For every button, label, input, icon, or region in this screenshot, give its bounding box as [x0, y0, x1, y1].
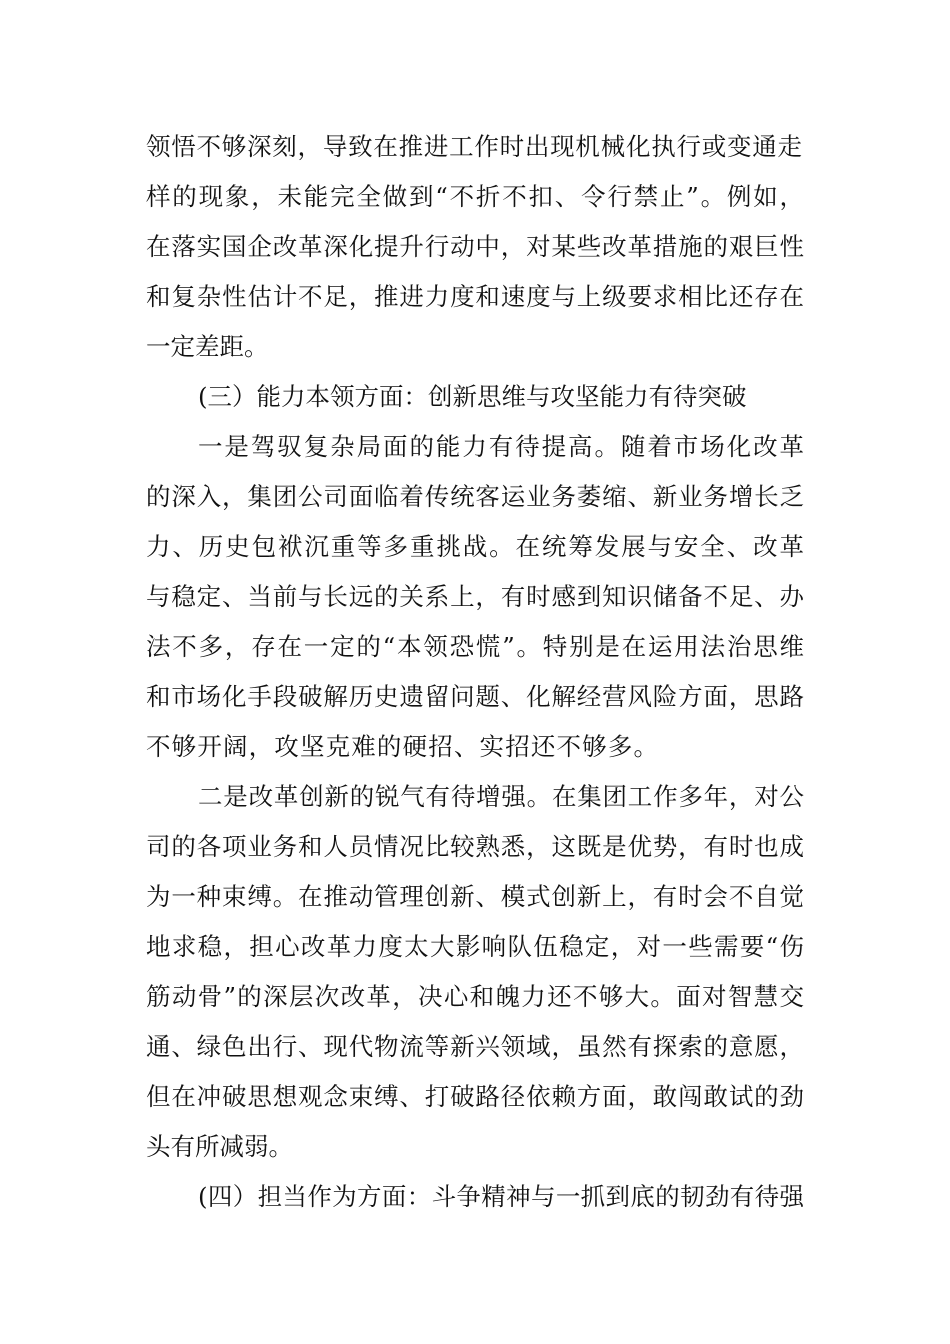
- line-text: 地求稳，担心改革力度太大影响队伍稳定，对一些需要“伤: [146, 932, 804, 961]
- paragraph-line: [0, 422, 950, 472]
- line-text: 通、绿色出行、现代物流等新兴领域，虽然有探索的意愿，: [146, 1032, 804, 1061]
- line-text: 为一种束缚。在推动管理创新、模式创新上，有时会不自觉: [146, 882, 804, 911]
- line-text: 力、历史包袱沉重等多重挑战。在统筹发展与安全、改革: [146, 532, 804, 561]
- line-text: 和市场化手段破解历史遗留问题、化解经营风险方面，思路: [146, 682, 804, 711]
- line-text: 二是改革创新的锐气有待增强。在集团工作多年，对公: [198, 782, 804, 811]
- paragraph-line: [0, 672, 950, 722]
- line-text: 一定差距。: [146, 332, 269, 361]
- line-text: 与稳定、当前与长远的关系上，有时感到知识储备不足、办: [146, 582, 804, 611]
- paragraph-line: [0, 1122, 950, 1172]
- line-text: 不够开阔，攻坚克难的硬招、实招还不够多。: [146, 732, 658, 761]
- paragraph-line: [0, 572, 950, 622]
- paragraph-line: [0, 172, 950, 222]
- paragraph-line: [0, 522, 950, 572]
- line-text: 领悟不够深刻，导致在推进工作时出现机械化执行或变通走: [146, 132, 802, 161]
- line-text: 但在冲破思想观念束缚、打破路径依赖方面，敢闯敢试的劲: [146, 1082, 804, 1111]
- heading-text: (四）担当作为方面：斗争精神与一抓到底的韧劲有待强: [198, 1182, 804, 1211]
- paragraph-line: [0, 772, 950, 822]
- paragraph-line: [0, 972, 950, 1022]
- section-heading: [0, 372, 950, 422]
- line-text: 样的现象，未能完全做到“不折不扣、令行禁止”。例如，: [146, 182, 804, 211]
- paragraph-line: [0, 722, 950, 772]
- line-text: 的深入，集团公司面临着传统客运业务萎缩、新业务增长乏: [146, 482, 804, 511]
- heading-text: (三）能力本领方面：创新思维与攻坚能力有待突破: [198, 382, 747, 411]
- line-text: 法不多，存在一定的“本领恐慌”。特别是在运用法治思维: [146, 632, 804, 661]
- paragraph-line: [0, 822, 950, 872]
- line-text: 头有所减弱。: [146, 1132, 293, 1161]
- paragraph-line: [0, 472, 950, 522]
- paragraph-line: [0, 622, 950, 672]
- line-text: 筋动骨”的深层次改革，决心和魄力还不够大。面对智慧交: [146, 982, 804, 1011]
- paragraph-line: [0, 122, 950, 172]
- paragraph-line: [0, 872, 950, 922]
- paragraph-line: [0, 922, 950, 972]
- line-text: 一是驾驭复杂局面的能力有待提高。随着市场化改革: [198, 432, 804, 461]
- section-heading: [0, 1172, 950, 1222]
- line-text: 在落实国企改革深化提升行动中，对某些改革措施的艰巨性: [146, 232, 804, 261]
- paragraph-line: [0, 322, 950, 372]
- paragraph-line: [0, 222, 950, 272]
- paragraph-line: [0, 1072, 950, 1122]
- line-text: 司的各项业务和人员情况比较熟悉，这既是优势，有时也成: [146, 832, 804, 861]
- line-text: 和复杂性估计不足，推进力度和速度与上级要求相比还存在: [146, 282, 804, 311]
- paragraph-line: [0, 272, 950, 322]
- paragraph-line: [0, 1022, 950, 1072]
